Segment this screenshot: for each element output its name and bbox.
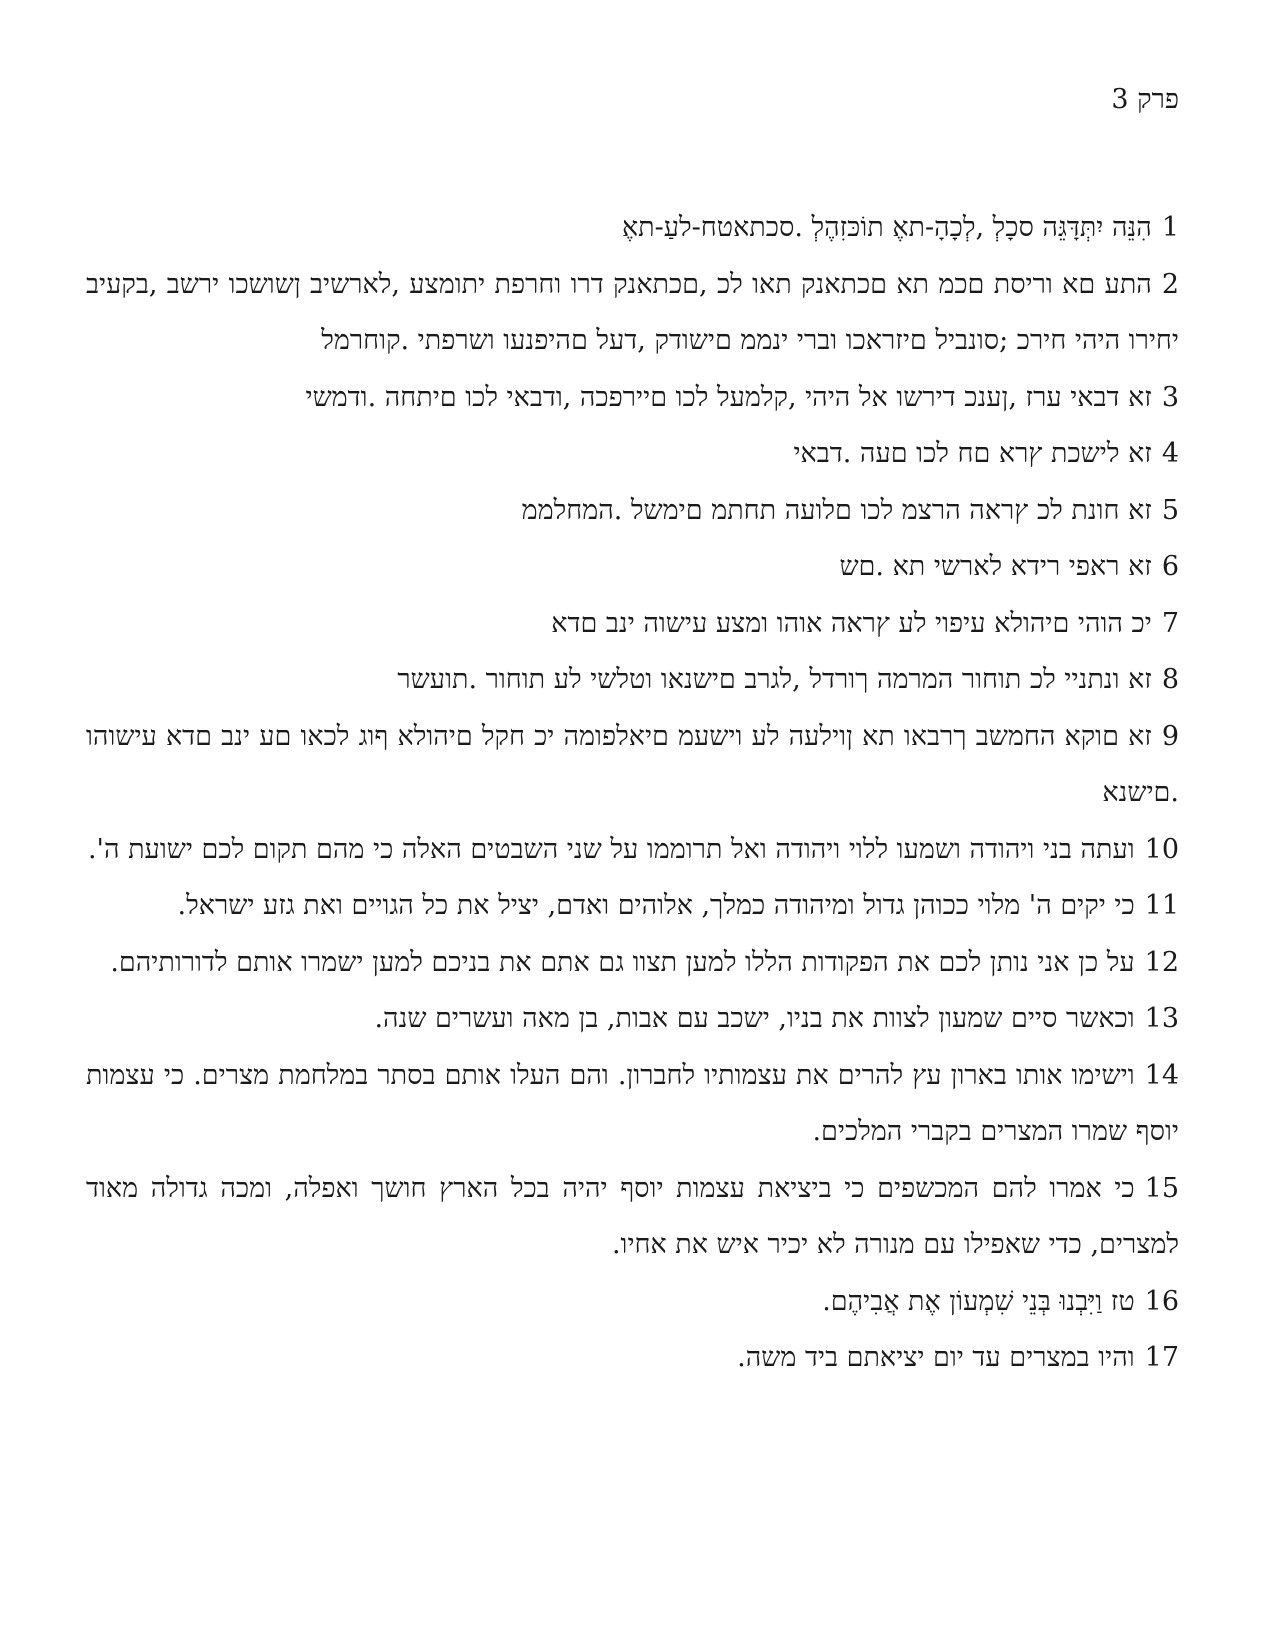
verse-list bbox=[86, 200, 1179, 1387]
verse-text: זא דבאי ערז ,ןענכ דירשו אל היהי ,קלמעל לכו םיירפכה ,ודבאי לכו םיתחה .ודמשי bbox=[305, 381, 1152, 413]
verse-text: זא חונת לכ ץראה הרצמ לכו םלועה תחתמ םימשל .המחלממ bbox=[521, 494, 1152, 526]
verse-text: וישימו אותו בארון עץ להרים את עצמותיו לחברון. והם העלו אותם בסתר במלחמת מצרים. כי עצמות יוסף שמרו המצרים בקברי המלכים. bbox=[86, 1059, 1179, 1147]
verse-number: 7 bbox=[1161, 607, 1179, 639]
verse bbox=[86, 539, 1179, 596]
verse-number: 5 bbox=[1161, 494, 1179, 526]
verse bbox=[86, 822, 1179, 879]
verse-text: זא םוקא החמשב ךרבאו תא ןוילעה לע וישעמ םיאלפומה יכ חקל םיהולא ףוג לכאו םע ינב םדא עישוהו .םישנא bbox=[86, 720, 1179, 808]
verse bbox=[86, 200, 1179, 257]
verse-number: 15 bbox=[1144, 1172, 1179, 1204]
verse-text: זא ראפי רידא לארשי תא .םש bbox=[839, 551, 1152, 582]
verse-number: 17 bbox=[1144, 1342, 1179, 1373]
verse bbox=[86, 483, 1179, 540]
verse-number: 6 bbox=[1161, 551, 1179, 582]
verse bbox=[86, 709, 1179, 822]
verse-number: 8 bbox=[1161, 664, 1179, 695]
verse-number: 2 bbox=[1161, 268, 1179, 300]
verse-number: 1 bbox=[1161, 212, 1179, 243]
verse-text: כי יקים ה' מלוי ככוהן גדול ומיהודה כמלך, אלוהים ואדם, יציל את כל הגויים ואת גזע ישראל. bbox=[177, 890, 1135, 921]
verse-number: 13 bbox=[1144, 1003, 1179, 1034]
verse bbox=[86, 878, 1179, 935]
verse-number: 14 bbox=[1144, 1059, 1179, 1091]
verse-number: 16 bbox=[1144, 1285, 1179, 1317]
verse-number: 3 bbox=[1161, 381, 1179, 413]
verse-text: זא ונתניי לכ תוחור המרמה ךורדל ,לגרב םישנאו וטלשי לע תוחור .תועשר bbox=[397, 664, 1152, 695]
verse bbox=[86, 991, 1179, 1048]
verse bbox=[86, 1330, 1179, 1387]
verse bbox=[86, 935, 1179, 992]
verse-text: יכ הוהי םיהולא עיפוי לע ץראה אוהו ומצע עישוה ינב םדא bbox=[551, 607, 1152, 639]
verse-number: 9 bbox=[1161, 720, 1179, 752]
chapter-title: פרק 3 bbox=[1111, 84, 1179, 115]
verse-text: והיו במצרים עד יום יציאתם ביד משה. bbox=[737, 1342, 1135, 1373]
verse bbox=[86, 370, 1179, 427]
verse-text: וכאשר סיים שמעון לצוות את בניו, ישכב עם אבות, בן מאה ועשרים שנה. bbox=[374, 1003, 1135, 1034]
verse-number: 10 bbox=[1144, 833, 1179, 865]
verse bbox=[86, 1161, 1179, 1274]
verse-text: הִנֵּה יִתְּדָּגֵּה סכָלְ ,לְכָהָ-תאֶ תוֹכּזִהֶלְ .סכתאטח-לעַ-תאֶ bbox=[621, 212, 1152, 243]
verse bbox=[86, 652, 1179, 709]
verse-number: 4 bbox=[1161, 438, 1179, 469]
verse bbox=[86, 1274, 1179, 1331]
verse-text: ועתה בני ויהודה ושמעו ללוי ויהודה ואל תרוממו על שני השבטים האלה כי מהם תקום לכם ישועת ה'. bbox=[87, 833, 1135, 865]
verse-text: על כן אני נותן לכם את הפקודות הללו למען תצוו גם אתם את בניכם למען ישמרו אותם לדורותיהם. bbox=[110, 946, 1135, 978]
verse bbox=[86, 1048, 1179, 1161]
verse-text: טז וַיִּבְנוּ בְּנֵי שִׁמְעוֹן אֶת אֲבִיהֶם. bbox=[822, 1285, 1135, 1317]
verse-text: התע םא וריסת םכמ תא םכתאנק תאו לכ ,םכתאנק דרו וחרפת יתומצע ,לארשיב ןשושכו ירשב ,בקעיב יחירו היהי חירכ ;סונביל םיזראכו וברי ינממ םישודק ,דעל םהיפנעו ושרפתי .קוחרמל bbox=[86, 268, 1179, 356]
verse-number: 11 bbox=[1144, 890, 1179, 921]
verse-text: כי אמרו להם המכשפים כי ביציאת עצמות יוסף יהיה בכל הארץ חושך ואפלה, ומכה גדולה מאוד למצרים, כדי שאפילו עם מנורה לא יכיר איש את אחיו. bbox=[86, 1172, 1179, 1260]
verse-number: 12 bbox=[1144, 946, 1179, 978]
verse-text: זא לישכת ץרא םח לכו םעה .דבאי bbox=[793, 438, 1152, 469]
verse bbox=[86, 257, 1179, 370]
verse bbox=[86, 596, 1179, 653]
verse bbox=[86, 426, 1179, 483]
